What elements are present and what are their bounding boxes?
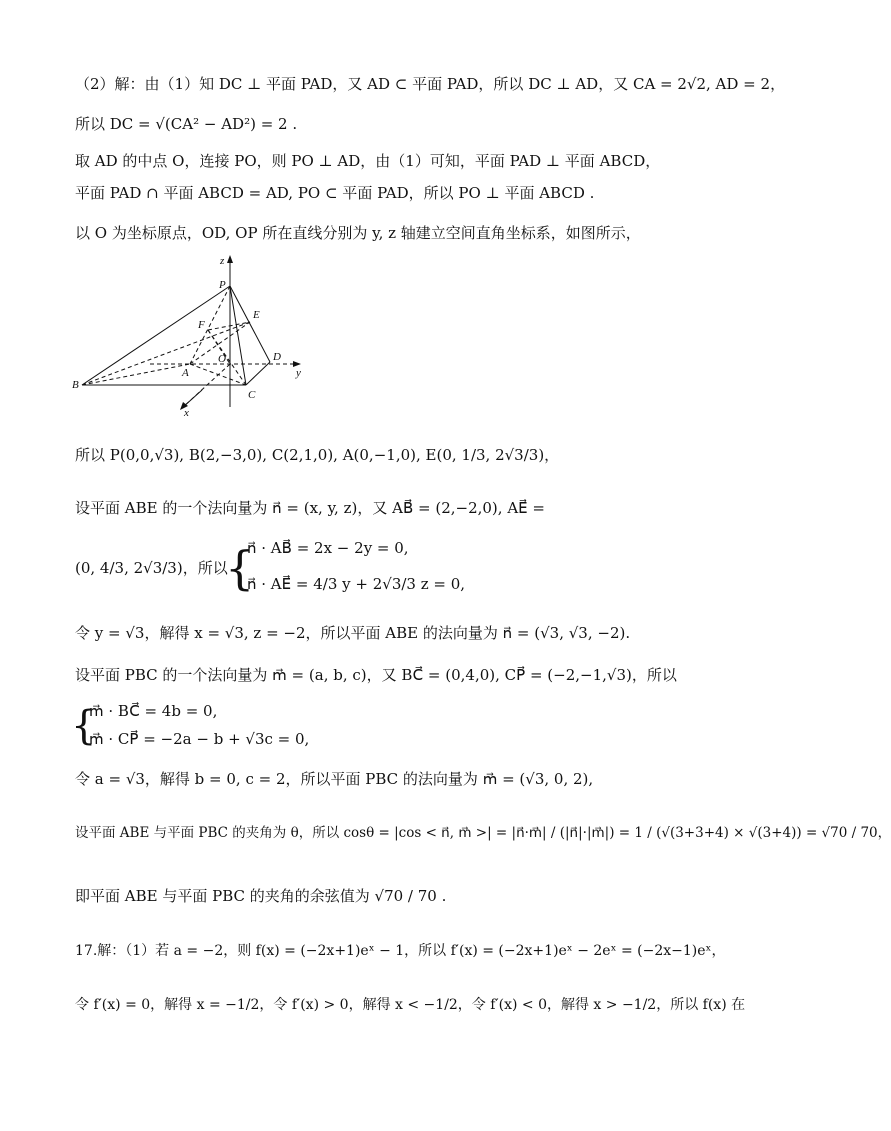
solution-line-10: 设平面 PBC 的一个法向量为 m⃗ = (a, b, c)，又 BC⃗ = (0,4,0), CP⃗ = (−2,−1,√3)，所以 <box>75 666 677 684</box>
solution-line-16: 令 f′(x) = 0，解得 x = −1/2，令 f′(x) > 0，解得 x < −1/2，令 f′(x) < 0，解得 x > −1/2，所以 f(x) 在 <box>75 997 746 1013</box>
system-brace: { <box>225 541 255 595</box>
solution-line-7: 设平面 ABE 的一个法向量为 n⃗ = (x, y, z)，又 AB⃗ = (2,−2,0), AE⃗ = <box>75 499 545 517</box>
solution-line-3: 取 AD 的中点 O，连接 PO，则 PO ⊥ AD，由（1）可知，平面 PAD ⊥ 平面 ABCD， <box>75 152 661 170</box>
solution-line-12: 令 a = √3，解得 b = 0, c = 2，所以平面 PBC 的法向量为 m⃗ = (√3, 0, 2), <box>75 770 594 788</box>
solution-line-14: 即平面 ABE 与平面 PBC 的夹角的余弦值为 √70 / 70 . <box>75 887 447 905</box>
label-x: x <box>184 407 189 419</box>
label-a: A <box>182 367 189 379</box>
solution-line-5: 以 O 为坐标原点，OD, OP 所在直线分别为 y, z 轴建立空间直角坐标系，如图所示， <box>75 224 641 242</box>
solution-line-1: （2）解：由（1）知 DC ⊥ 平面 PAD，又 AD ⊂ 平面 PAD，所以 DC ⊥ AD，又 CA = 2√2, AD = 2， <box>75 75 786 93</box>
solution-line-13: 设平面 ABE 与平面 PBC 的夹角为 θ，所以 cosθ = |cos < n⃗, m⃗ >| = |n⃗·m⃗| / (|n⃗|·|m⃗|) = 1 / (√(3+3+4) × √(3+4)) = √70 / 70， <box>75 825 891 841</box>
label-e: E <box>253 309 260 321</box>
label-b: B <box>72 379 79 391</box>
label-z: z <box>220 255 225 267</box>
solution-line-15: 17.解：（1）若 a = −2，则 f(x) = (−2x+1)eˣ − 1，所以 f′(x) = (−2x+1)eˣ − 2eˣ = (−2x−1)eˣ， <box>75 943 726 959</box>
label-d: D <box>273 351 281 363</box>
label-f: F <box>198 319 205 331</box>
label-c: C <box>248 389 256 401</box>
label-p: P <box>219 279 226 291</box>
solution-line-2: 所以 DC = √(CA² − AD²) = 2 . <box>75 115 298 133</box>
system-pbc-eq2: m⃗ · CP⃗ = −2a − b + √3c = 0, <box>89 730 310 748</box>
pyramid-figure <box>70 252 320 422</box>
solution-line-4: 平面 PAD ∩ 平面 ABCD = AD, PO ⊂ 平面 PAD，所以 PO ⊥ 平面 ABCD . <box>75 184 595 202</box>
solution-line-6: 所以 P(0,0,√3), B(2,−3,0), C(2,1,0), A(0,−1,0), E(0, 1/3, 2√3/3)， <box>75 446 560 464</box>
system-brace-2: { <box>71 703 97 749</box>
solution-line-9: 令 y = √3，解得 x = √3, z = −2，所以平面 ABE 的法向量为 n⃗ = (√3, √3, −2). <box>75 624 631 642</box>
label-y: y <box>296 367 301 379</box>
system-abe-eq2: n⃗ · AE⃗ = 4/3 y + 2√3/3 z = 0, <box>247 575 466 593</box>
system-pbc-eq1: m⃗ · BC⃗ = 4b = 0, <box>89 702 218 720</box>
label-o: O <box>218 353 226 365</box>
system-abe-eq1: n⃗ · AB⃗ = 2x − 2y = 0, <box>247 539 409 557</box>
system-abe-lead: (0, 4/3, 2√3/3)，所以 <box>75 559 228 577</box>
